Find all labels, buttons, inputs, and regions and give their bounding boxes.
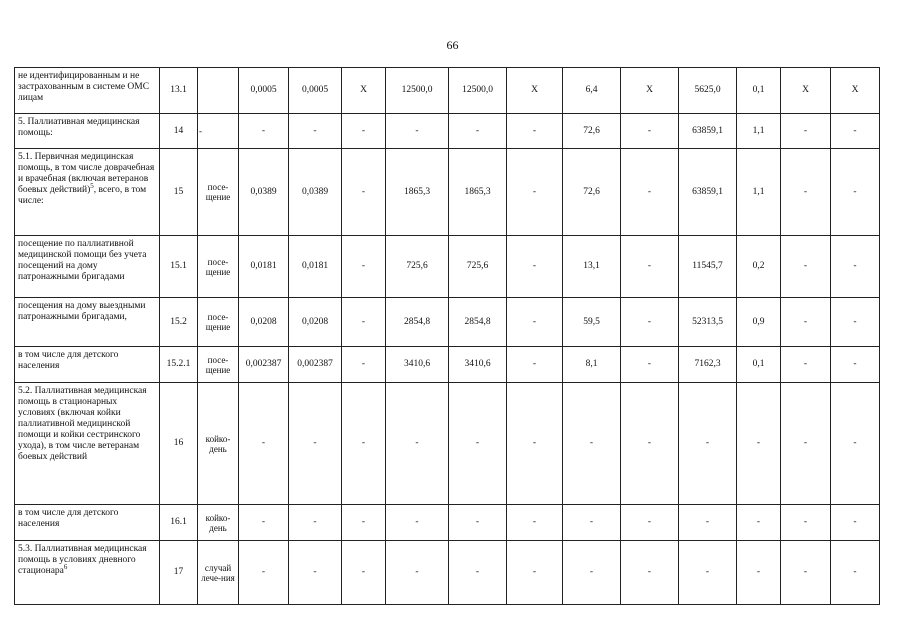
- value-cell: -: [781, 298, 831, 347]
- row-label-text: посещения на дому выездными патронажными бригадами,: [18, 301, 146, 322]
- value-cell: -: [831, 149, 880, 236]
- value-cell: 7162,3: [679, 347, 737, 383]
- row-label: [15, 541, 160, 605]
- page-number: 66: [446, 38, 459, 52]
- row-number-cell: 15.2: [160, 298, 198, 347]
- value-cell: -: [239, 114, 289, 149]
- unit-cell: койко-день: [198, 383, 239, 505]
- value-cell: -: [737, 541, 781, 605]
- value-cell: 59,5: [563, 298, 621, 347]
- value-cell: -: [342, 149, 386, 236]
- row-number-cell: 15.2.1: [160, 347, 198, 383]
- value-cell: -: [386, 114, 449, 149]
- value-cell: 0,0208: [239, 298, 289, 347]
- value-cell: -: [563, 505, 621, 541]
- value-cell: -: [621, 149, 679, 236]
- value-cell: 63859,1: [679, 114, 737, 149]
- row-label: [15, 383, 160, 505]
- value-cell: 0,9: [737, 298, 781, 347]
- value-cell: 63859,1: [679, 149, 737, 236]
- value-cell: -: [507, 383, 563, 505]
- value-cell: 12500,0: [449, 68, 507, 114]
- value-cell: -: [289, 114, 342, 149]
- value-cell: -: [386, 383, 449, 505]
- value-cell: -: [831, 114, 880, 149]
- value-cell: 0,002387: [239, 347, 289, 383]
- row-number-cell: 16: [160, 383, 198, 505]
- value-cell: -: [449, 541, 507, 605]
- value-cell: X: [621, 68, 679, 114]
- unit-cell: случай лече-ния: [198, 541, 239, 605]
- row-number-cell: 15.1: [160, 236, 198, 298]
- value-cell: 5625,0: [679, 68, 737, 114]
- value-cell: -: [386, 505, 449, 541]
- footnote-marker: 5: [90, 181, 94, 190]
- value-cell: -: [781, 541, 831, 605]
- value-cell: -: [563, 383, 621, 505]
- value-cell: -: [831, 505, 880, 541]
- table-row: [15, 68, 880, 114]
- value-cell: -: [679, 383, 737, 505]
- row-label: [15, 236, 160, 298]
- value-cell: -: [831, 541, 880, 605]
- value-cell: -: [831, 236, 880, 298]
- value-cell: -: [507, 347, 563, 383]
- row-label-tail: , всего, в том числе:: [18, 185, 147, 206]
- table-row: [15, 236, 880, 298]
- table-body: [15, 68, 880, 605]
- value-cell: 725,6: [386, 236, 449, 298]
- value-cell: -: [342, 505, 386, 541]
- value-cell: 0,0208: [289, 298, 342, 347]
- row-label-text: в том числе для детского населения: [18, 508, 119, 529]
- row-number-cell: 17: [160, 541, 198, 605]
- value-cell: -: [737, 505, 781, 541]
- value-cell: 72,6: [563, 149, 621, 236]
- value-cell: 2854,8: [449, 298, 507, 347]
- value-cell: X: [831, 68, 880, 114]
- value-cell: -: [621, 236, 679, 298]
- value-cell: -: [781, 505, 831, 541]
- value-cell: -: [781, 114, 831, 149]
- row-label: [15, 149, 160, 236]
- value-cell: -: [621, 541, 679, 605]
- value-cell: 72,6: [563, 114, 621, 149]
- unit-cell: койко-день: [198, 505, 239, 541]
- table-row: [15, 298, 880, 347]
- value-cell: 0,1: [737, 68, 781, 114]
- value-cell: -: [239, 383, 289, 505]
- row-label: [15, 68, 160, 114]
- row-label-text: посещение по паллиативной медицинской помощи без учета посещений на дому патронажными бригадами: [18, 239, 147, 282]
- value-cell: -: [449, 383, 507, 505]
- value-cell: -: [507, 114, 563, 149]
- value-cell: 0,0181: [289, 236, 342, 298]
- value-cell: -: [289, 505, 342, 541]
- value-cell: 0,0389: [239, 149, 289, 236]
- value-cell: -: [449, 505, 507, 541]
- value-cell: -: [781, 149, 831, 236]
- value-cell: -: [507, 505, 563, 541]
- value-cell: 1,1: [737, 149, 781, 236]
- row-number-cell: 15: [160, 149, 198, 236]
- value-cell: -: [342, 236, 386, 298]
- row-label-text: в том числе для детского населения: [18, 350, 119, 371]
- unit-cell: посе-щение: [198, 149, 239, 236]
- value-cell: X: [507, 68, 563, 114]
- row-label-text: 5.2. Паллиативная медицинская помощь в стационарных условиях (включая койки паллиативной медицинской помощи и койки сестринского ухода), в том числе ветеранам боевых действий: [18, 386, 147, 462]
- value-cell: 52313,5: [679, 298, 737, 347]
- row-label-text: 5.3. Паллиативная медицинская помощь в условиях дневного стационара: [18, 544, 147, 576]
- value-cell: 1,1: [737, 114, 781, 149]
- value-cell: -: [621, 383, 679, 505]
- value-cell: 725,6: [449, 236, 507, 298]
- value-cell: -: [621, 505, 679, 541]
- row-label-text: 5.1. Первичная медицинская помощь, в том числе доврачебная и врачебная (включая ветеранов боевых действий): [18, 152, 155, 195]
- row-number-cell: 16.1: [160, 505, 198, 541]
- row-label: [15, 505, 160, 541]
- value-cell: -: [342, 383, 386, 505]
- value-cell: X: [342, 68, 386, 114]
- value-cell: 8,1: [563, 347, 621, 383]
- value-cell: -: [831, 298, 880, 347]
- value-cell: 0,0005: [239, 68, 289, 114]
- row-label: [15, 114, 160, 149]
- tariff-table: [14, 67, 880, 605]
- value-cell: -: [449, 114, 507, 149]
- value-cell: 13,1: [563, 236, 621, 298]
- value-cell: -: [507, 149, 563, 236]
- value-cell: -: [679, 541, 737, 605]
- footnote-marker: 6: [63, 562, 68, 571]
- value-cell: -: [831, 383, 880, 505]
- row-label: [15, 298, 160, 347]
- table-row: [15, 114, 880, 149]
- table-row: [15, 505, 880, 541]
- value-cell: 0,2: [737, 236, 781, 298]
- value-cell: X: [781, 68, 831, 114]
- value-cell: 6,4: [563, 68, 621, 114]
- table-row: [15, 541, 880, 605]
- row-number-cell: 13.1: [160, 68, 198, 114]
- unit-cell: посе-щение: [198, 298, 239, 347]
- row-number-cell: 14: [160, 114, 198, 149]
- value-cell: -: [781, 383, 831, 505]
- value-cell: 0,0005: [289, 68, 342, 114]
- unit-cell: посе-щение: [198, 236, 239, 298]
- value-cell: -: [679, 505, 737, 541]
- unit-cell: посе-щение: [198, 347, 239, 383]
- value-cell: -: [781, 236, 831, 298]
- value-cell: -: [507, 236, 563, 298]
- value-cell: -: [342, 298, 386, 347]
- value-cell: 0,002387: [289, 347, 342, 383]
- value-cell: -: [781, 347, 831, 383]
- value-cell: -: [239, 505, 289, 541]
- value-cell: 0,0181: [239, 236, 289, 298]
- value-cell: -: [621, 347, 679, 383]
- table-row: [15, 383, 880, 505]
- value-cell: 1865,3: [386, 149, 449, 236]
- value-cell: -: [239, 541, 289, 605]
- value-cell: -: [831, 347, 880, 383]
- value-cell: 12500,0: [386, 68, 449, 114]
- row-label: [15, 347, 160, 383]
- value-cell: -: [507, 541, 563, 605]
- value-cell: 1865,3: [449, 149, 507, 236]
- value-cell: 11545,7: [679, 236, 737, 298]
- value-cell: -: [621, 114, 679, 149]
- value-cell: 3410,6: [449, 347, 507, 383]
- value-cell: -: [342, 541, 386, 605]
- value-cell: -: [289, 541, 342, 605]
- value-cell: -: [289, 383, 342, 505]
- value-cell: 0,0389: [289, 149, 342, 236]
- value-cell: 3410,6: [386, 347, 449, 383]
- value-cell: -: [621, 298, 679, 347]
- value-cell: -: [342, 114, 386, 149]
- unit-cell: [198, 68, 239, 114]
- value-cell: -: [386, 541, 449, 605]
- row-label-text: не идентифицированным и не застрахованным в системе ОМС лицам: [18, 71, 150, 103]
- value-cell: -: [563, 541, 621, 605]
- unit-cell: -: [198, 114, 239, 149]
- row-label-text: 5. Паллиативная медицинская помощь:: [18, 117, 140, 138]
- table-row: [15, 347, 880, 383]
- value-cell: 2854,8: [386, 298, 449, 347]
- value-cell: 0,1: [737, 347, 781, 383]
- table-row: [15, 149, 880, 236]
- value-cell: -: [342, 347, 386, 383]
- value-cell: -: [737, 383, 781, 505]
- value-cell: -: [507, 298, 563, 347]
